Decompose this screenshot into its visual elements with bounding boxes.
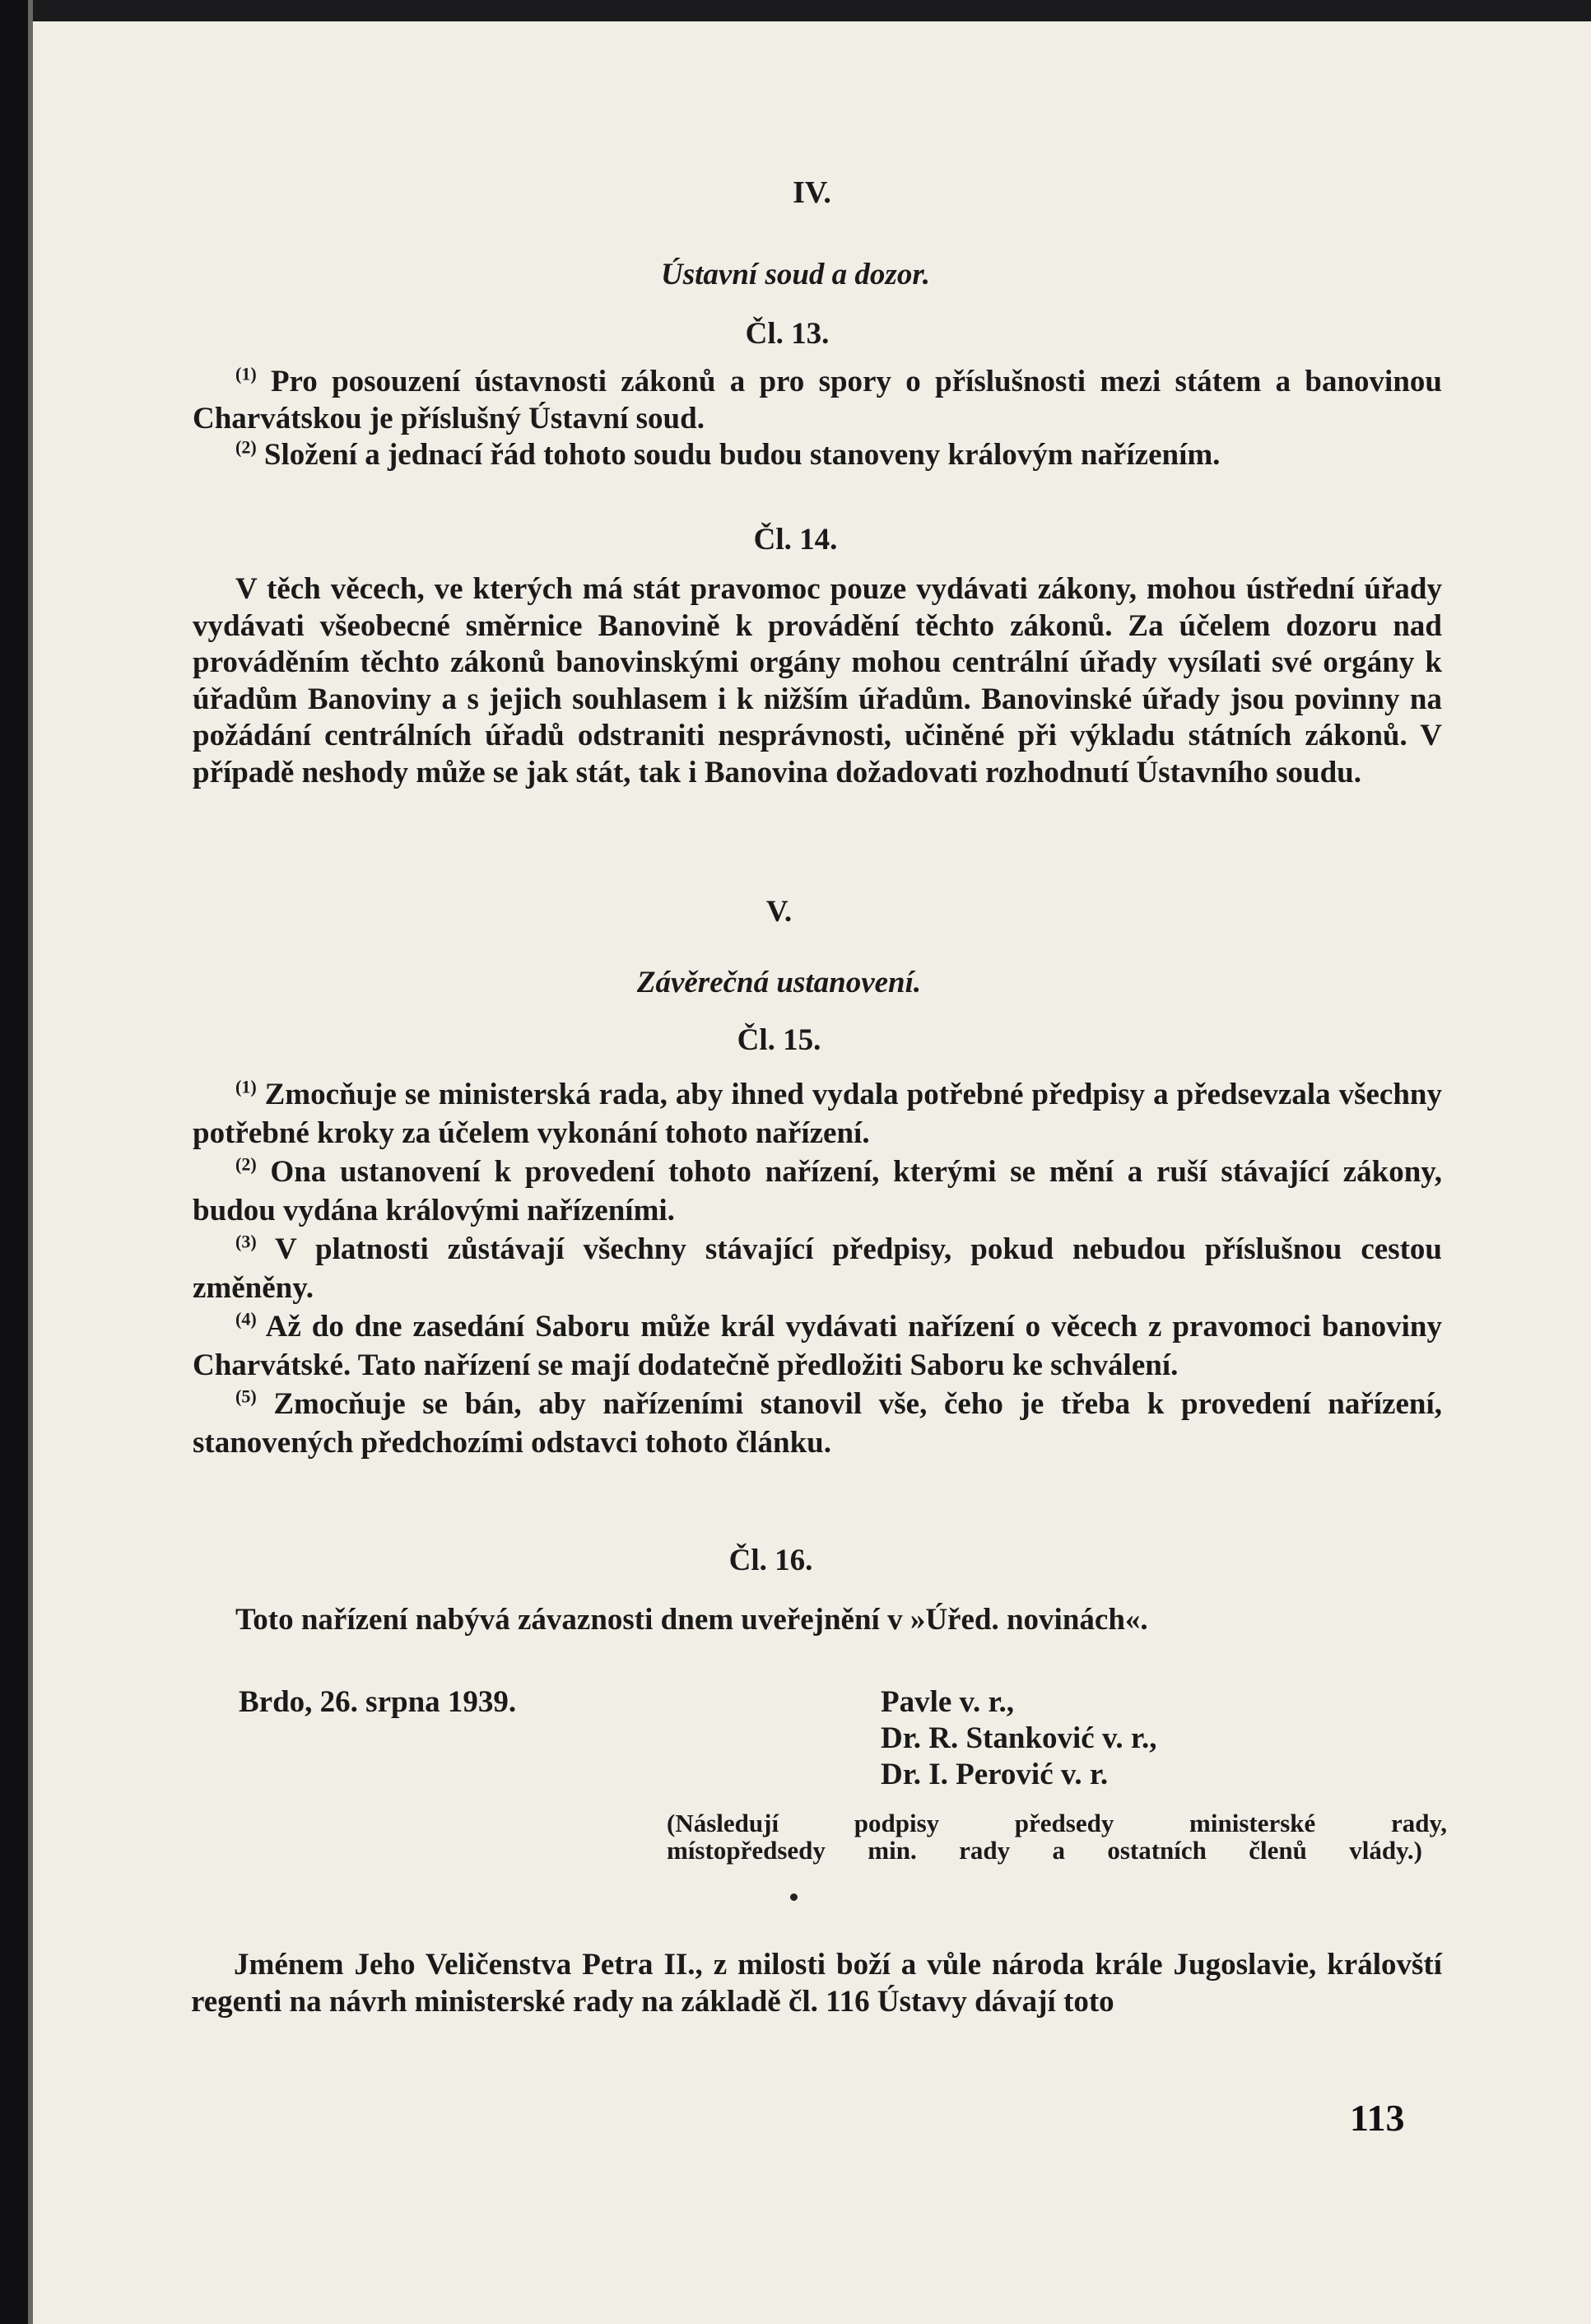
page-number: 113 bbox=[1350, 2097, 1405, 2139]
place-and-date: Brdo, 26. srpna 1939. bbox=[239, 1685, 517, 1719]
signatory-3: Dr. I. Perović v. r. bbox=[881, 1758, 1109, 1791]
article-15-paragraph-4: $^{(4)}$ Až do dne zasedání Saboru může král vydávati nařízení o věcech z pravomoci banoviny Charvátské. Tato nařízení se mají dodatečně předložiti Saboru ke schválení. bbox=[193, 1308, 1442, 1382]
article-13-label: Čl. 13. bbox=[745, 317, 830, 351]
article-16-label: Čl. 16. bbox=[728, 1544, 813, 1577]
book-spine-shadow bbox=[0, 0, 28, 2324]
article-16-paragraph-1: Toto nařízení nabývá závaznosti dnem uveřejnění v »Úřed. novinách«. bbox=[235, 1603, 1148, 1637]
article-13-paragraph-2: $^{(2)}$ Složení a jednací řád tohoto soudu budou stanoveny královým nařízením. bbox=[235, 436, 1221, 472]
section-heading-v: V. bbox=[765, 895, 793, 929]
closing-paragraph bbox=[191, 1946, 1442, 2020]
article-15-paragraph-1: $^{(1)}$ Zmocňuje se ministerská rada, aby ihned vydala potřebné předpisy a předsevzala všechny potřebné kroky za účelem vykonání tohoto nařízení. bbox=[193, 1076, 1443, 1150]
article-15-paragraph-3: $^{(3)}$ V platnosti zůstávají všechny stávající předpisy, pokud nebudou příslušnou cestou změněny. bbox=[193, 1231, 1442, 1305]
signatory-1: Pavle v. r., bbox=[881, 1685, 1015, 1719]
section-heading-iv: IV. bbox=[793, 175, 831, 210]
article-15-body bbox=[193, 1075, 1442, 1462]
document-page bbox=[33, 21, 1591, 2324]
signatories bbox=[881, 1684, 1156, 1793]
signatures-note-line-2: místopředsedy min. rady a ostatních členů vlády.) bbox=[667, 1836, 1422, 1865]
signatures-note-line-1: (Následují podpisy předsedy ministerské rady, bbox=[667, 1809, 1447, 1837]
article-14-body bbox=[193, 571, 1442, 791]
article-13-body bbox=[193, 364, 1442, 474]
section-title-final-provisions: Závěrečná ustanovení. bbox=[636, 966, 922, 999]
section-title-constitutional-court: Ústavní soud a dozor. bbox=[661, 258, 930, 291]
article-14-label: Čl. 14. bbox=[753, 523, 838, 557]
closing-text: Jménem Jeho Veličenstva Petra II., z milosti boží a vůle národa krále Jugoslavie, královští regenti na návrh ministerské rady na základě čl. 116 Ústavy dávají toto bbox=[191, 1948, 1442, 2019]
signatory-2: Dr. R. Stanković v. r., bbox=[881, 1721, 1157, 1755]
separator-dot bbox=[790, 1893, 798, 1901]
article-15-paragraph-2: $^{(2)}$ Ona ustanovení k provedení tohoto nařízení, kterými se mění a ruší stávající zákony, budou vydána královými nařízeními. bbox=[193, 1153, 1442, 1227]
article-14-paragraph-1: V těch věcech, ve kterých má stát pravomoc pouze vydávati zákony, mohou ústřední úřady vydávati všeobecné směrnice Banovině k provádění těchto zákonů. Za účelem dozoru nad prováděním těchto zákonů banovinskými orgány mohou centrální úřady vysílati své orgány k úřadům Banoviny a s jejich souhlasem i k nižším úřadům. Banovinské úřady jsou povinny na požádání centrálních úřadů odstraniti nesprávnosti, učiněné při výkladu státních zákonů. V případě neshody může se jak stát, tak i Banovina dožadovati rozhodnutí Ústavního soudu. bbox=[193, 572, 1442, 789]
article-15-label: Čl. 15. bbox=[737, 1023, 821, 1057]
article-16-body bbox=[193, 1602, 1442, 1639]
article-13-paragraph-1: $^{(1)}$ Pro posouzení ústavnosti zákonů a pro spory o příslušnosti mezi státem a banovinou Charvátskou je příslušný Ústavní soud. bbox=[193, 363, 1442, 435]
article-15-paragraph-5: $^{(5)}$ Zmocňuje se bán, aby nařízeními stanovil vše, čeho je třeba k provedení nařízení, stanovených předchozími odstavci tohoto článku. bbox=[193, 1386, 1443, 1460]
